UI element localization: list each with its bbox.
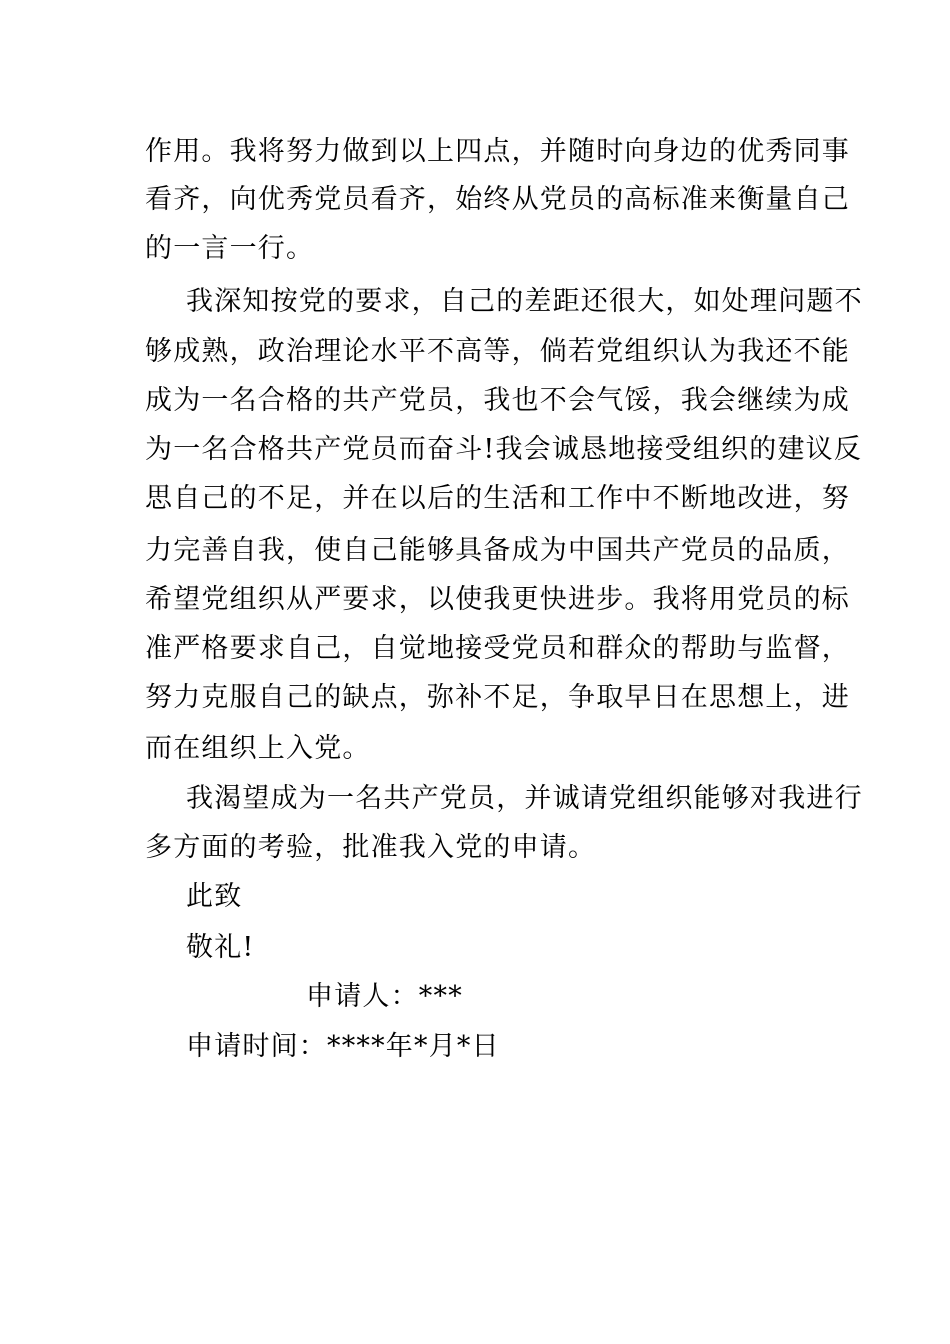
- closing-salutation: 此致: [186, 881, 243, 912]
- paragraph-2-line-1: 我深知按党的要求，自己的差距还很大，如处理问题不: [186, 286, 863, 317]
- applicant-signature: 申请人：***: [306, 981, 463, 1012]
- paragraph-1-line-3: 的一言一行。: [145, 233, 315, 264]
- paragraph-2-line-3: 成为一名合格的共产党员，我也不会气馁，我会继续为成: [145, 385, 850, 416]
- paragraph-2-line-4: 为一名合格共产党员而奋斗!我会诚恳地接受组织的建议反: [145, 434, 863, 465]
- paragraph-3-line-2: 多方面的考验，批准我入党的申请。: [145, 832, 597, 863]
- paragraph-1-line-2: 看齐，向优秀党员看齐，始终从党员的高标准来衡量自己: [145, 184, 850, 215]
- paragraph-3-line-1: 我渴望成为一名共产党员，并诚请党组织能够对我进行: [186, 783, 863, 814]
- paragraph-2-line-7: 希望党组织从严要求，以使我更快进步。我将用党员的标: [145, 584, 850, 615]
- paragraph-1-line-1: 作用。我将努力做到以上四点，并随时向身边的优秀同事: [145, 136, 850, 167]
- paragraph-2-line-2: 够成熟，政治理论水平不高等，倘若党组织认为我还不能: [145, 336, 850, 367]
- paragraph-2-line-6: 力完善自我，使自己能够具备成为中国共产党员的品质，: [145, 535, 850, 566]
- application-date: 申请时间：****年*月*日: [186, 1031, 500, 1062]
- paragraph-2-line-9: 努力克服自己的缺点，弥补不足，争取早日在思想上，进: [145, 682, 850, 713]
- closing-respect: 敬礼!: [186, 932, 255, 963]
- paragraph-2-line-5: 思自己的不足，并在以后的生活和工作中不断地改进，努: [145, 483, 850, 514]
- paragraph-2-line-10: 而在组织上入党。: [145, 733, 371, 764]
- paragraph-2-line-8: 准严格要求自己，自觉地接受党员和群众的帮助与监督，: [145, 633, 850, 664]
